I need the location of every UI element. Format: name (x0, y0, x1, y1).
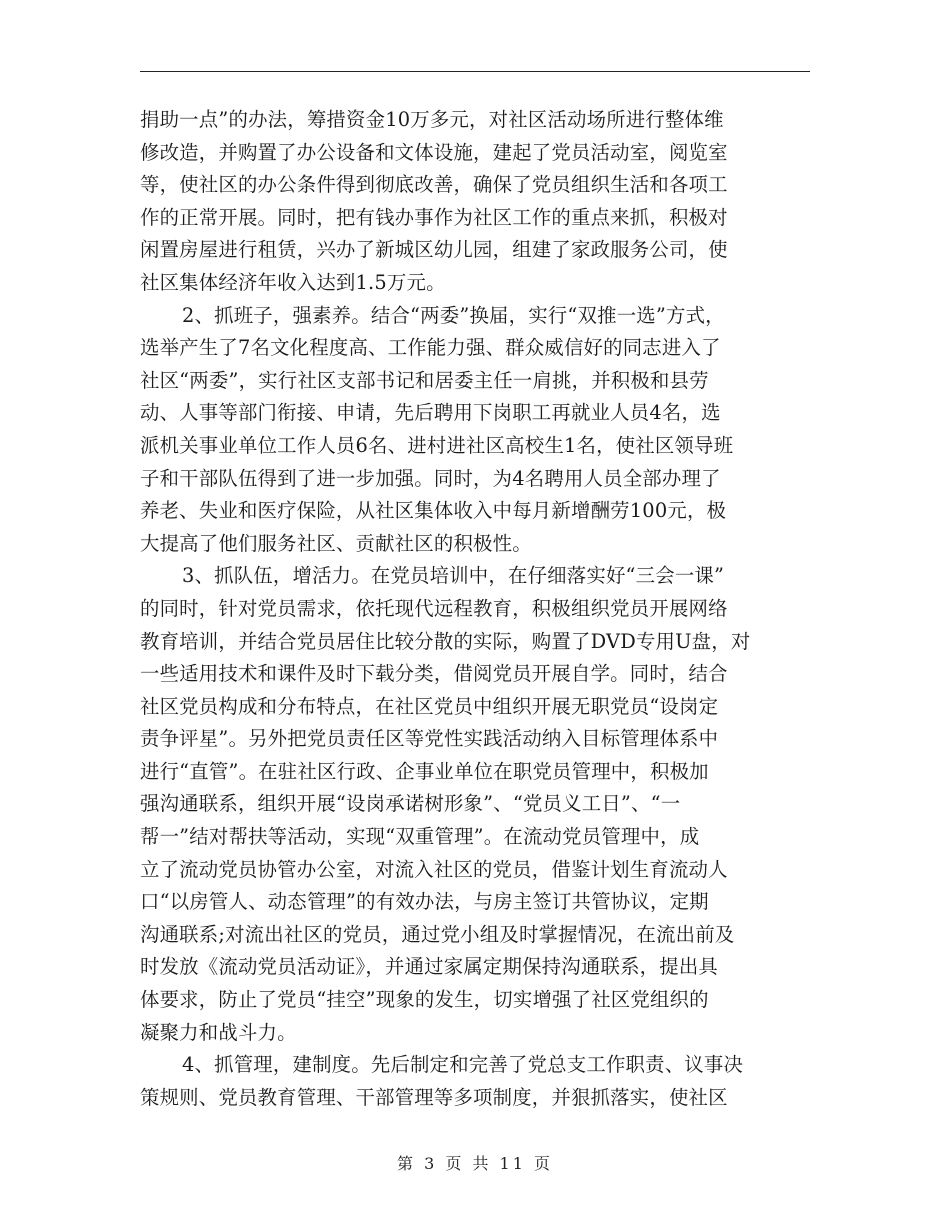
body-text (140, 104, 816, 1114)
text-line: 一些适用技术和课件及时下载分类，借阅党员开展自学。同时，结合 (140, 662, 728, 686)
text-line: 修改造，并购置了办公设备和文体设施，建起了党员活动室，阅览室 (140, 140, 728, 164)
page-number-footer: 第 3 页 共 11 页 (397, 1154, 553, 1173)
text-line: 闲置房屋进行租赁，兴办了新城区幼儿园，组建了家政服务公司，使 (140, 238, 728, 262)
text-line: 派机关事业单位工作人员6名、进村进社区高校生1名，使社区领导班 (140, 433, 734, 457)
text-line: 养老、失业和医疗保险，从社区集体收入中每月新增酬劳100元，极 (140, 499, 727, 523)
text-line: 责争评星”。另外把党员责任区等党性实践活动纳入目标管理体系中 (140, 727, 719, 751)
text-line: 社区党员构成和分布特点，在社区党员中组织开展无职党员“设岗定 (140, 694, 719, 718)
text-line: 进行“直管”。在驻社区行政、企事业单位在职党员管理中，积极加 (140, 759, 709, 783)
text-line: 教育培训，并结合党员居住比较分散的实际，购置了DVD专用U盘，对 (140, 629, 751, 653)
text-line: 的同时，针对党员需求，依托现代远程教育，积极组织党员开展网络 (140, 596, 728, 620)
text-line: 动、人事等部门衔接、申请，先后聘用下岗职工再就业人员4名，选 (140, 401, 721, 425)
text-line: 口“以房管人、动态管理”的有效办法，与房主签订共管协议，定期 (140, 890, 709, 914)
header-rule (140, 71, 810, 72)
text-line: 体要求，防止了党员“挂空”现象的发生，切实增强了社区党组织的 (140, 988, 709, 1012)
text-line: 捐助一点”的办法，筹措资金10万多元，对社区活动场所进行整体维 (140, 108, 724, 131)
text-line: 立了流动党员协管办公室，对流入社区的党员，借鉴计划生育流动人 (140, 857, 728, 881)
text-line: 凝聚力和战斗力。 (140, 1020, 297, 1044)
text-line: 等，使社区的办公条件得到彻底改善，确保了党员组织生活和各项工 (140, 173, 728, 197)
text-line: 时发放《流动党员活动证》，并通过家属定期保持沟通联系，提出具 (140, 955, 719, 979)
paragraph-4-first-line: 4、抓管理，建制度。先后制定和完善了党总支工作职责、议事决 (182, 1053, 744, 1077)
text-line: 大提高了他们服务社区、贡献社区的积极性。 (140, 531, 532, 555)
text-line: 作的正常开展。同时，把有钱办事作为社区工作的重点来抓，积极对 (140, 205, 728, 229)
text-line: 子和干部队伍得到了进一步加强。同时，为4名聘用人员全部办理了 (140, 466, 721, 490)
paragraph-2-first-line: 2、抓班子，强素养。结合“两委”换届，实行“双推一选”方式， (182, 303, 725, 327)
text-line: 社区“两委”，实行社区支部书记和居委主任一肩挑，并积极和县劳 (140, 368, 709, 392)
text-line: 沟通联系;对流出社区的党员，通过党小组及时掌握情况，在流出前及 (140, 922, 735, 946)
paragraph-3-first-line: 3、抓队伍，增活力。在党员培训中，在仔细落实好“三会一课” (182, 564, 725, 588)
text-line: 强沟通联系，组织开展“设岗承诺树形象”、“党员义工日”、“一 (140, 792, 681, 816)
text-line: 帮一”结对帮扶等活动，实现“双重管理”。在流动党员管理中，成 (140, 825, 700, 849)
text-line: 选举产生了7名文化程度高、工作能力强、群众威信好的同志进入了 (140, 336, 721, 360)
text-line: 策规则、党员教育管理、干部管理等多项制度，并狠抓落实，使社区 (140, 1085, 728, 1109)
text-line: 社区集体经济年收入达到1.5万元。 (140, 270, 446, 294)
